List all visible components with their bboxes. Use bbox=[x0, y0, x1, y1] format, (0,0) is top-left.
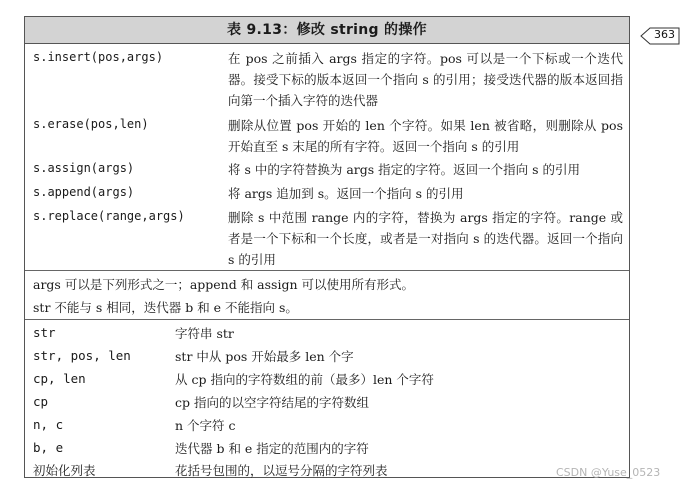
arg-form-b-e-desc: 迭代器 b 和 e 指定的范围内的字符 bbox=[175, 441, 369, 456]
operation-assign-desc: 将 s 中的字符替换为 args 指定的字符。返回一个指向 s 的引用 bbox=[228, 162, 581, 177]
operation-append-desc: 将 args 追加到 s。返回一个指向 s 的引用 bbox=[228, 186, 464, 201]
arg-form-cp-len-desc: 从 cp 指向的字符数组的前（最多）len 个字符 bbox=[175, 372, 434, 387]
watermark: CSDN @Yuse_0523 bbox=[556, 466, 661, 479]
arg-form-str-pos-len: str, pos, len bbox=[33, 348, 131, 363]
operation-insert: s.insert(pos,args) bbox=[33, 50, 164, 64]
forms-divider bbox=[25, 319, 629, 320]
operation-replace: s.replace(range,args) bbox=[33, 209, 185, 223]
arg-form-n-c: n, c bbox=[33, 417, 64, 432]
arg-form-init-list-desc: 花括号包围的，以逗号分隔的字符列表 bbox=[175, 463, 388, 478]
arg-form-str-desc: 字符串 str bbox=[175, 326, 234, 341]
string-operations-table bbox=[24, 16, 630, 478]
arg-form-b-e: b, e bbox=[33, 440, 64, 455]
arg-form-init-list: 初始化列表 bbox=[33, 463, 96, 478]
operation-insert-desc: 在 pos 之前插入 args 指定的字符。pos 可以是一个下标或一个迭代器。接受下标的版本返回一个指向 s 的引用；接受迭代器的版本返回指向第一个插入字符的迭代器 bbox=[228, 51, 623, 108]
table-title: 表 9.13：修改 string 的操作 bbox=[25, 17, 629, 44]
operation-erase-desc: 删除从位置 pos 开始的 len 个字符。如果 len 被省略，则删除从 pos 开始直至 s 末尾的所有字符。返回一个指向 s 的引用 bbox=[228, 118, 623, 154]
args-forms-note: args 可以是下列形式之一；append 和 assign 可以使用所有形式。 bbox=[33, 277, 414, 292]
arg-form-n-c-desc: n 个字符 c bbox=[175, 418, 236, 433]
operation-erase: s.erase(pos,len) bbox=[33, 117, 149, 131]
arg-form-str: str bbox=[33, 325, 56, 340]
operation-append: s.append(args) bbox=[33, 185, 135, 199]
page-number-tab bbox=[640, 27, 680, 45]
operation-replace-desc: 删除 s 中范围 range 内的字符，替换为 args 指定的字符。range 或者是一个下标和一个长度，或者是一对指向 s 的迭代器。返回一个指向 s 的引用 bbox=[228, 210, 623, 267]
arg-form-cp-len: cp, len bbox=[33, 371, 86, 386]
operation-assign: s.assign(args) bbox=[33, 161, 135, 175]
page-number: 363 bbox=[654, 28, 675, 41]
arg-form-cp-desc: cp 指向的以空字符结尾的字符数组 bbox=[175, 395, 369, 410]
arg-form-str-pos-len-desc: str 中从 pos 开始最多 len 个字 bbox=[175, 349, 354, 364]
arg-form-cp: cp bbox=[33, 394, 49, 409]
args-restriction-note: str 不能与 s 相同，迭代器 b 和 e 不能指向 s。 bbox=[33, 300, 298, 315]
section-divider bbox=[25, 270, 629, 271]
